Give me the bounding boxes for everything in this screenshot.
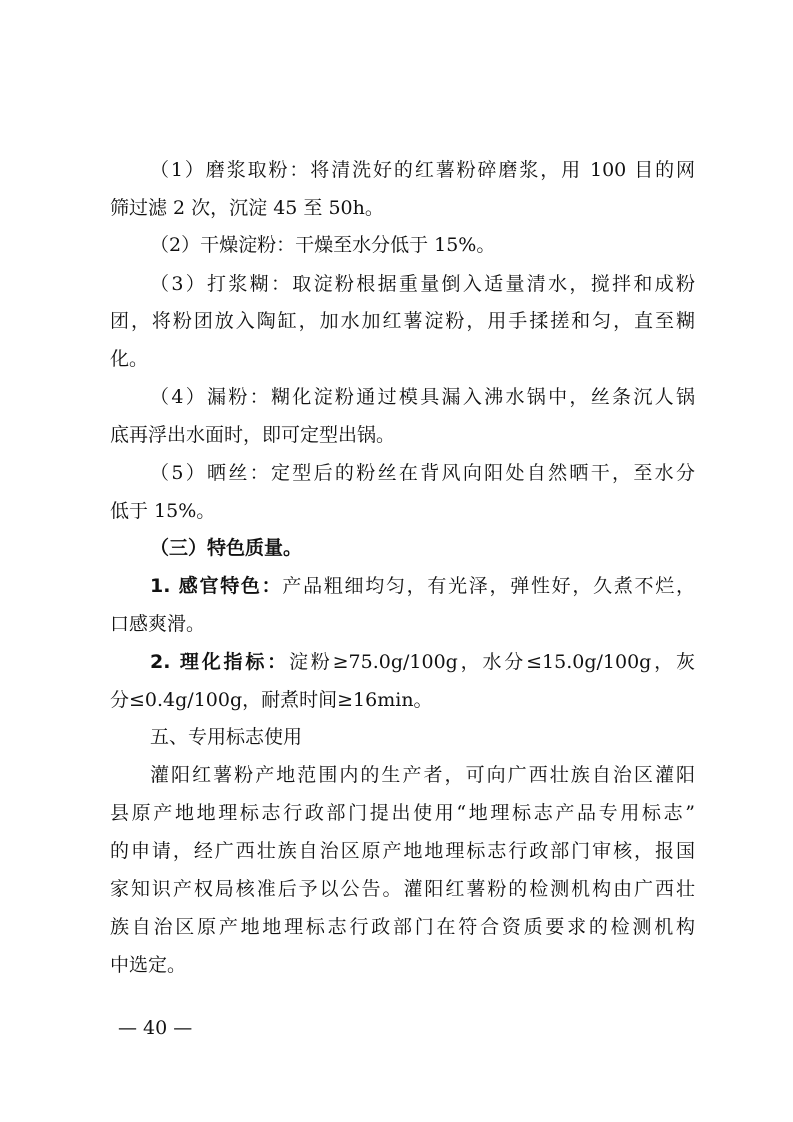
step-2-line-1: （2）干燥淀粉：干燥至水分低于 15%。: [150, 234, 496, 256]
quality-2-line-2: 分≤0.4g/100g，耐煮时间≥16min。: [110, 689, 433, 711]
para-line-6: 中选定。: [110, 954, 187, 976]
para-line-3: 的申请，经广西壮族自治区原产地地理标志行政部门审核，报国: [110, 840, 695, 862]
quality-2-line-1: [150, 650, 695, 674]
quality-1-label: 1. 感官特色：: [150, 575, 283, 597]
section-3-heading: （三）特色质量。: [150, 537, 303, 559]
quality-2-label: 2. 理化指标：: [150, 651, 289, 673]
page-number: — 40 —: [118, 1017, 193, 1039]
quality-1-text: 产品粗细均匀，有光泽，弹性好，久煮不烂，: [282, 575, 695, 597]
step-1-line-2: 筛过滤 2 次，沉淀 45 至 50h。: [110, 197, 384, 219]
step-4-line-1: （4）漏粉：糊化淀粉通过模具漏入沸水锅中，丝条沉人锅: [150, 386, 695, 408]
step-3-line-1: （3）打浆糊：取淀粉根据重量倒入适量清水，搅拌和成粉: [150, 273, 695, 295]
step-5-line-1: （5）晒丝：定型后的粉丝在背风向阳处自然晒干，至水分: [150, 462, 695, 484]
step-3-line-3: 化。: [110, 348, 149, 370]
para-line-1: 灌阳红薯粉产地范围内的生产者，可向广西壮族自治区灌阳: [150, 764, 695, 786]
quality-1-line-1: [150, 574, 695, 598]
step-4-line-2: 底再浮出水面时，即可定型出锅。: [110, 424, 396, 446]
para-line-4: 家知识产权局核准后予以公告。灌阳红薯粉的检测机构由广西壮: [110, 878, 695, 900]
para-line-5: 族自治区原产地地理标志行政部门在符合资质要求的检测机构: [110, 916, 695, 938]
section-5-heading: 五、专用标志使用: [150, 726, 303, 748]
step-5-line-2: 低于 15%。: [110, 500, 216, 522]
quality-2-text: 淀粉≥75.0g/100g，水分≤15.0g/100g，灰: [288, 651, 695, 673]
step-3-line-2: 团，将粉团放入陶缸，加水加红薯淀粉，用手揉搓和匀，直至糊: [110, 310, 695, 332]
step-1-line-1: （1）磨浆取粉：将清洗好的红薯粉碎磨浆，用 100 目的网: [150, 159, 695, 181]
para-line-2: 县原产地地理标志行政部门提出使用“地理标志产品专用标志”: [110, 802, 695, 824]
quality-1-line-2: 口感爽滑。: [110, 613, 206, 635]
